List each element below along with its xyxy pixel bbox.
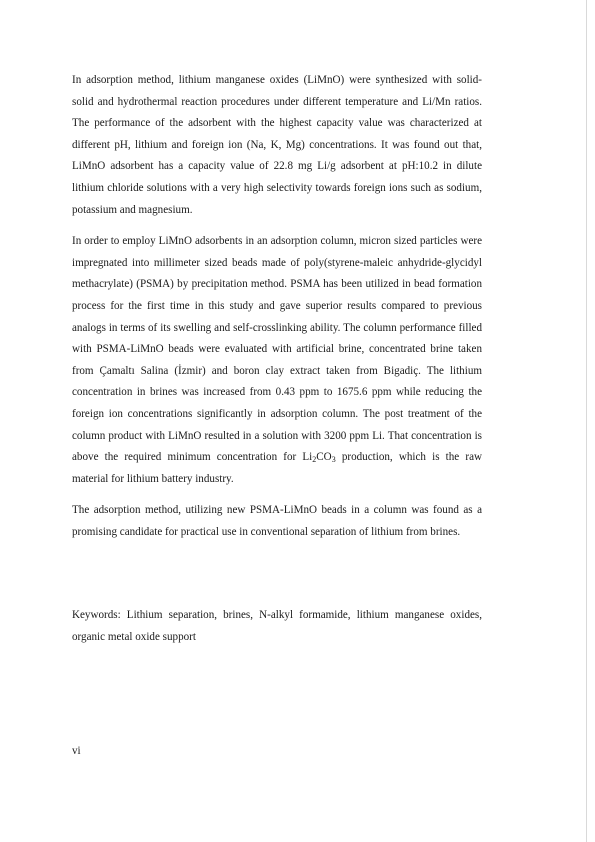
formula-subscript-3: 3: [331, 455, 336, 465]
paragraph-column-text: In order to employ LiMnO adsorbents in an adsorption column, micron sized particles were impregnated into millimeter sized beads made of poly(styrene-maleic anhydride-glycidyl methacrylate) (PSMA) by precipitation method. PSMA has been utilized in bead formation process for the first time in this study and gave superior results compared to previous analogs in terms of its swelling and self-crosslinking ability. The column performance filled with PSMA-LiMnO beads were evaluated with artificial brine, concentrated brine taken from Çamaltı Salina (İzmir) and boron clay extract taken from Bigadiç. The lithium concentration in brines was increased from 0.43 ppm to 1675.6 ppm while reducing the foreign ion concentrations significantly in adsorption column. The post treatment of the column product with LiMnO resulted in a solution with 3200 ppm Li. That concentration is above the required minimum concentration for Li: [72, 235, 482, 464]
page-edge-shadow: [586, 0, 587, 842]
paragraph-column-performance: [72, 231, 482, 490]
paragraph-adsorption-method: In adsorption method, lithium manganese oxides (LiMnO) were synthesized with solid-solid and hydrothermal reaction procedures under different temperature and Li/Mn ratios. The performance of the adsorbent with the highest capacity value was characterized at different pH, lithium and foreign ion (Na, K, Mg) concentrations. It was found out that, LiMnO adsorbent has a capacity value of 22.8 mg Li/g adsorbent at pH:10.2 in dilute lithium chloride solutions with a very high selectivity towards foreign ions such as sodium, potassium and magnesium.: [72, 74, 482, 216]
paragraph-column-text-end: production, which is the raw material for lithium battery industry.: [72, 451, 483, 485]
abstract-body: [72, 70, 482, 553]
formula-subscript-2: 2: [312, 455, 317, 465]
formula-co: CO: [316, 451, 332, 464]
page-number: vi: [72, 745, 81, 757]
keywords: Keywords: Lithium separation, brines, N-alkyl formamide, lithium manganese oxides, organic metal oxide support: [72, 609, 482, 643]
paragraph-conclusion: The adsorption method, utilizing new PSMA-LiMnO beads in a column was found as a promising candidate for practical use in conventional separation of lithium from brines.: [72, 504, 482, 538]
